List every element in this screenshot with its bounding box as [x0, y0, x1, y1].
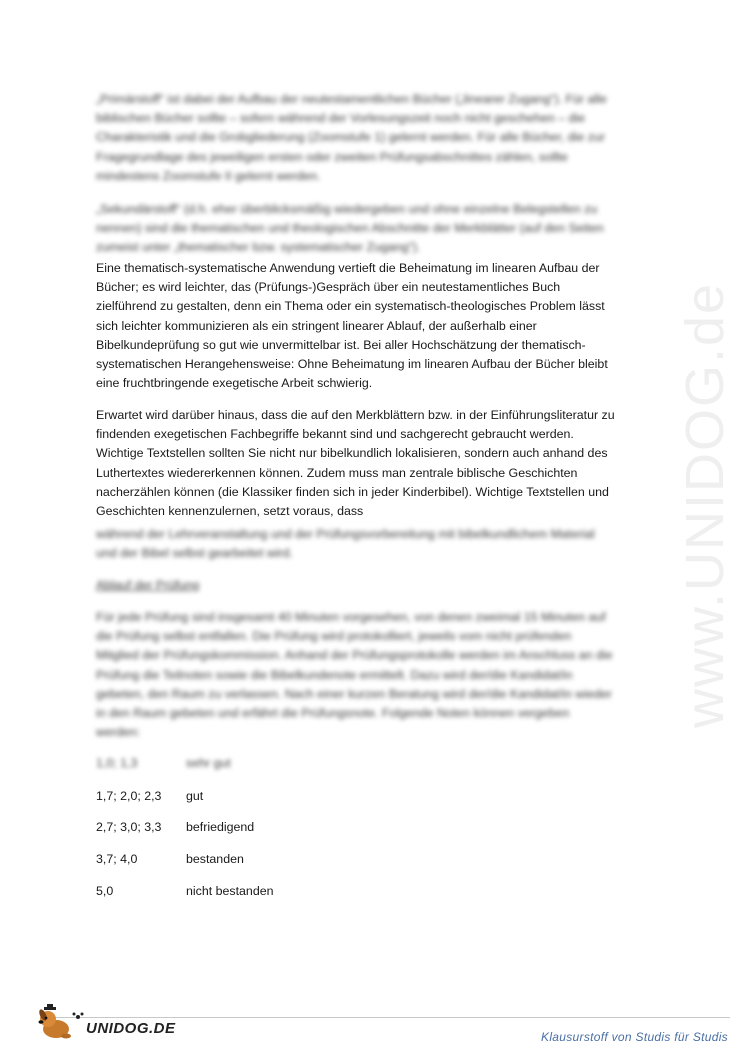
paragraph-text: „Sekundärstoff“ (d.h. eher überblicksmäßig wiedergeben und ohne einzelne Belegstellen zu nennen) sind die thematischen und theologischen Abschnitte der Merkblätter (auf den Seiten zumeist unter „thematischer bzw. systematischer Zugang“). — [96, 202, 604, 255]
grade-label: gut — [186, 789, 204, 803]
paragraph-sekundaerstoff-blurred — [96, 200, 616, 258]
grade-values: 3,7; 4,0 — [96, 852, 138, 866]
grade-label: bestanden — [186, 852, 244, 866]
grade-row — [96, 756, 496, 776]
unidog-logo[interactable] — [34, 1003, 174, 1043]
grade-label: befriedigend — [186, 820, 255, 834]
paragraph-text: Eine thematisch-systematische Anwendung vertieft die Beheimatung im linearen Aufbau der Bücher; es wird leichter, das (Prüfungs-)Gespräch über ein neutestamentliches Buch zielführend zu gestalten, denn ein Thema oder ein systematisch-theologisches Problem lässt sich leichter kommunizieren als ein stringent linearer Ablauf, der außerhalb einer Bibelkundeprüfung so gut wie unvermittelbar ist. Bei aller Hochschätzung der thematisch-systematischen Herangehensweise: Ohne Beheimatung im linearen Aufbau der Bücher bleibt eine fruchtbringende exegetische Arbeit schwierig. — [96, 261, 608, 391]
paragraph-text: Erwartet wird darüber hinaus, dass die auf den Merkblättern bzw. in der Einführungsliteratur zu findenden exegetischen Fachbegriffe bekannt sind und sachgerecht gebraucht werden. Wichtige Textstellen sollten Sie nicht nur bibelkundlich lokalisieren, sondern auch anhand des Luthertextes wiedererkennen können. Zudem muss man zentrale biblische Geschichten nacherzählen können (die Klassiker finden sich in jeder Kinderbibel). Wichtige Textstellen und Geschichten kennenzulernen, setzt voraus, dass — [96, 408, 615, 519]
section-heading — [96, 576, 616, 595]
heading-text: Ablauf der Prüfung — [96, 578, 200, 592]
watermark-text: www.UNIDOG.de — [675, 281, 735, 729]
grade-label: sehr gut — [186, 756, 231, 770]
paragraph-erwartet-blurred — [96, 525, 616, 563]
paragraph-text: während der Lehrveranstaltung und der Prüfungsvorbereitung mit bibelkundlichem Material und der Bibel selbst gearbeitet wird. — [96, 527, 595, 561]
paragraph-primaerstoff — [96, 90, 616, 186]
grade-row — [96, 852, 496, 872]
dog-icon — [34, 1003, 86, 1043]
logo-text: UNIDOG.DE — [86, 1020, 176, 1037]
grade-row — [96, 789, 496, 809]
paragraph-text: Für jede Prüfung sind insgesamt 40 Minuten vorgesehen, von denen zweimal 15 Minuten auf die Prüfung selbst entfallen. Die Prüfung wird protokolliert, jeweils vom nicht prüfenden Mitglied der Prüfungskommission. Anhand der Prüfungsprotokolle werden im Anschluss an die Prüfung die Teilnoten sowie die Bibelkundenote ermittelt. Dazu wird der/die Kandidat/in gebeten, den Raum zu verlassen. Nach einer kurzen Beratung wird der/die Kandidat/in wieder in den Raum gebeten und erfährt die Prüfungsnote. Folgende Noten können vergeben werden: — [96, 610, 613, 740]
grade-label: nicht bestanden — [186, 884, 274, 898]
grade-row — [96, 820, 496, 840]
grade-values: 5,0 — [96, 884, 114, 898]
footer-tagline: Klausurstoff von Studis für Studis — [541, 1030, 728, 1044]
paragraph-text: „Primärstoff“ ist dabei der Aufbau der neutestamentlichen Bücher („linearer Zugang“). Für alle biblischen Bücher sollte – sofern während der Vorlesungszeit noch nicht geschehen – die Charakteristik und die Grobgliederung (Zoomstufe 1) gelernt werden. Für alle Bücher, die zur Fragegrundlage des jeweiligen ersten oder zweiten Prüfungsabschnittes zählen, sollte mindestens Zoomstufe II gelernt werden. — [96, 92, 607, 183]
paragraph-erwartet — [96, 406, 616, 521]
grade-values: 1,7; 2,0; 2,3 — [96, 789, 162, 803]
paragraph-ablauf — [96, 608, 616, 742]
paragraph-thematisch — [96, 259, 616, 393]
grade-row — [96, 884, 496, 904]
watermark — [655, 270, 750, 740]
grade-values: 1,0; 1,3 — [96, 756, 138, 770]
grade-values: 2,7; 3,0; 3,3 — [96, 820, 162, 834]
